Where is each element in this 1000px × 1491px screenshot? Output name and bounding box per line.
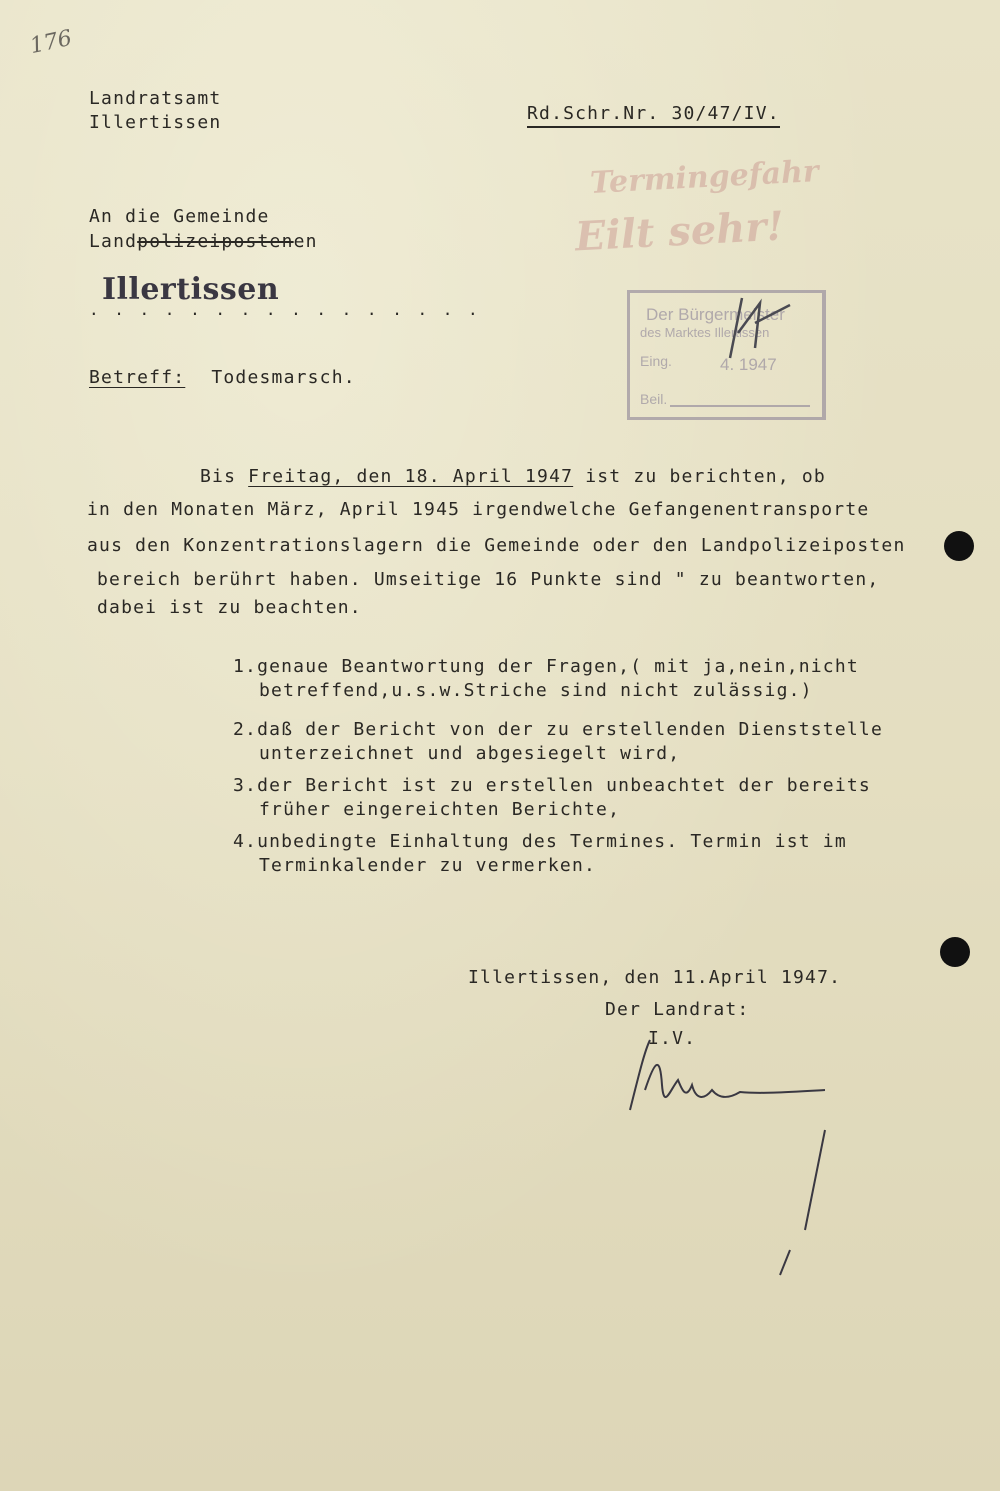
list-item [233, 774, 871, 822]
list-item-line-2: unterzeichnet und abgesiegelt wird, [259, 743, 681, 764]
body-line-1-end: ist zu berichten, ob [573, 466, 826, 487]
signatory-iv: I.V. [648, 1028, 697, 1049]
signatory-title: Der Landrat: [605, 999, 750, 1020]
recipient-line-1: An die Gemeinde [89, 206, 270, 227]
list-item-line-2: betreffend,u.s.w.Striche sind nicht zulässig.) [259, 680, 813, 701]
reference-number: Rd.Schr.Nr. 30/47/IV. [527, 103, 780, 128]
recipient-struck-text: polizeiposten [137, 231, 294, 252]
received-stamp-eing-label: Eing. [640, 353, 672, 369]
dotted-line: . . . . . . . . . . . . . . . . [89, 300, 481, 319]
sender-line-1: Landratsamt [89, 88, 222, 109]
body-line-4: bereich berührt haben. Umseitige 16 Punkte sind " zu beantworten, [97, 569, 880, 590]
received-stamp-line [670, 405, 810, 407]
archive-number: 176 [27, 25, 75, 60]
list-item-line-1: 2.daß der Bericht von der zu erstellenden Dienststelle [233, 719, 883, 740]
deadline-stamp-line-1: Termingefahr [589, 154, 820, 201]
received-stamp-beil-label: Beil. [640, 391, 668, 407]
list-item-line-2: früher eingereichten Berichte, [259, 799, 621, 820]
deadline-date: Freitag, den 18. April 1947 [248, 466, 574, 487]
received-stamp-line-1: Der Bürgermeister [646, 305, 785, 324]
body-line-2: in den Monaten März, April 1945 irgendwelche Gefangenentransporte [87, 499, 870, 520]
list-item-line-1: 3.der Bericht ist zu erstellen unbeachtet der bereits [233, 775, 871, 796]
subject-label: Betreff: [89, 367, 186, 388]
received-stamp [627, 290, 826, 420]
punch-hole [944, 531, 974, 561]
recipient-prefix: Land [89, 231, 138, 252]
list-item [233, 655, 859, 703]
body-line-1-start: Bis [200, 466, 249, 487]
body-line-1 [200, 466, 826, 487]
received-stamp-date: 4. 1947 [720, 355, 777, 374]
initials-scribble [720, 293, 800, 363]
sender-line-2: Illertissen [89, 112, 222, 133]
deadline-stamp-line-2: Eilt sehr! [573, 202, 786, 261]
subject-line [89, 367, 356, 388]
place-and-date: Illertissen, den 11.April 1947. [468, 967, 842, 988]
list-item-line-1: 1.genaue Beantwortung der Fragen,( mit ja,nein,nicht [233, 656, 859, 677]
body-line-5: dabei ist zu beachten. [97, 597, 362, 618]
list-item-line-1: 4.unbedingte Einhaltung des Termines. Termin ist im [233, 831, 847, 852]
recipient-place-stamp: Illertissen [102, 272, 280, 307]
body-line-3: aus den Konzentrationslagern die Gemeinde oder den Landpolizeiposten [87, 535, 906, 556]
received-stamp-line-2: des Marktes Illertissen [640, 325, 770, 340]
punch-hole [940, 937, 970, 967]
subject-text: Todesmarsch. [211, 367, 356, 388]
list-item [233, 718, 883, 766]
list-item [233, 830, 847, 878]
recipient-suffix: en [293, 231, 318, 252]
recipient-line-2 [89, 231, 318, 252]
handwritten-signature [600, 1030, 840, 1290]
list-item-line-2: Terminkalender zu vermerken. [259, 855, 597, 876]
